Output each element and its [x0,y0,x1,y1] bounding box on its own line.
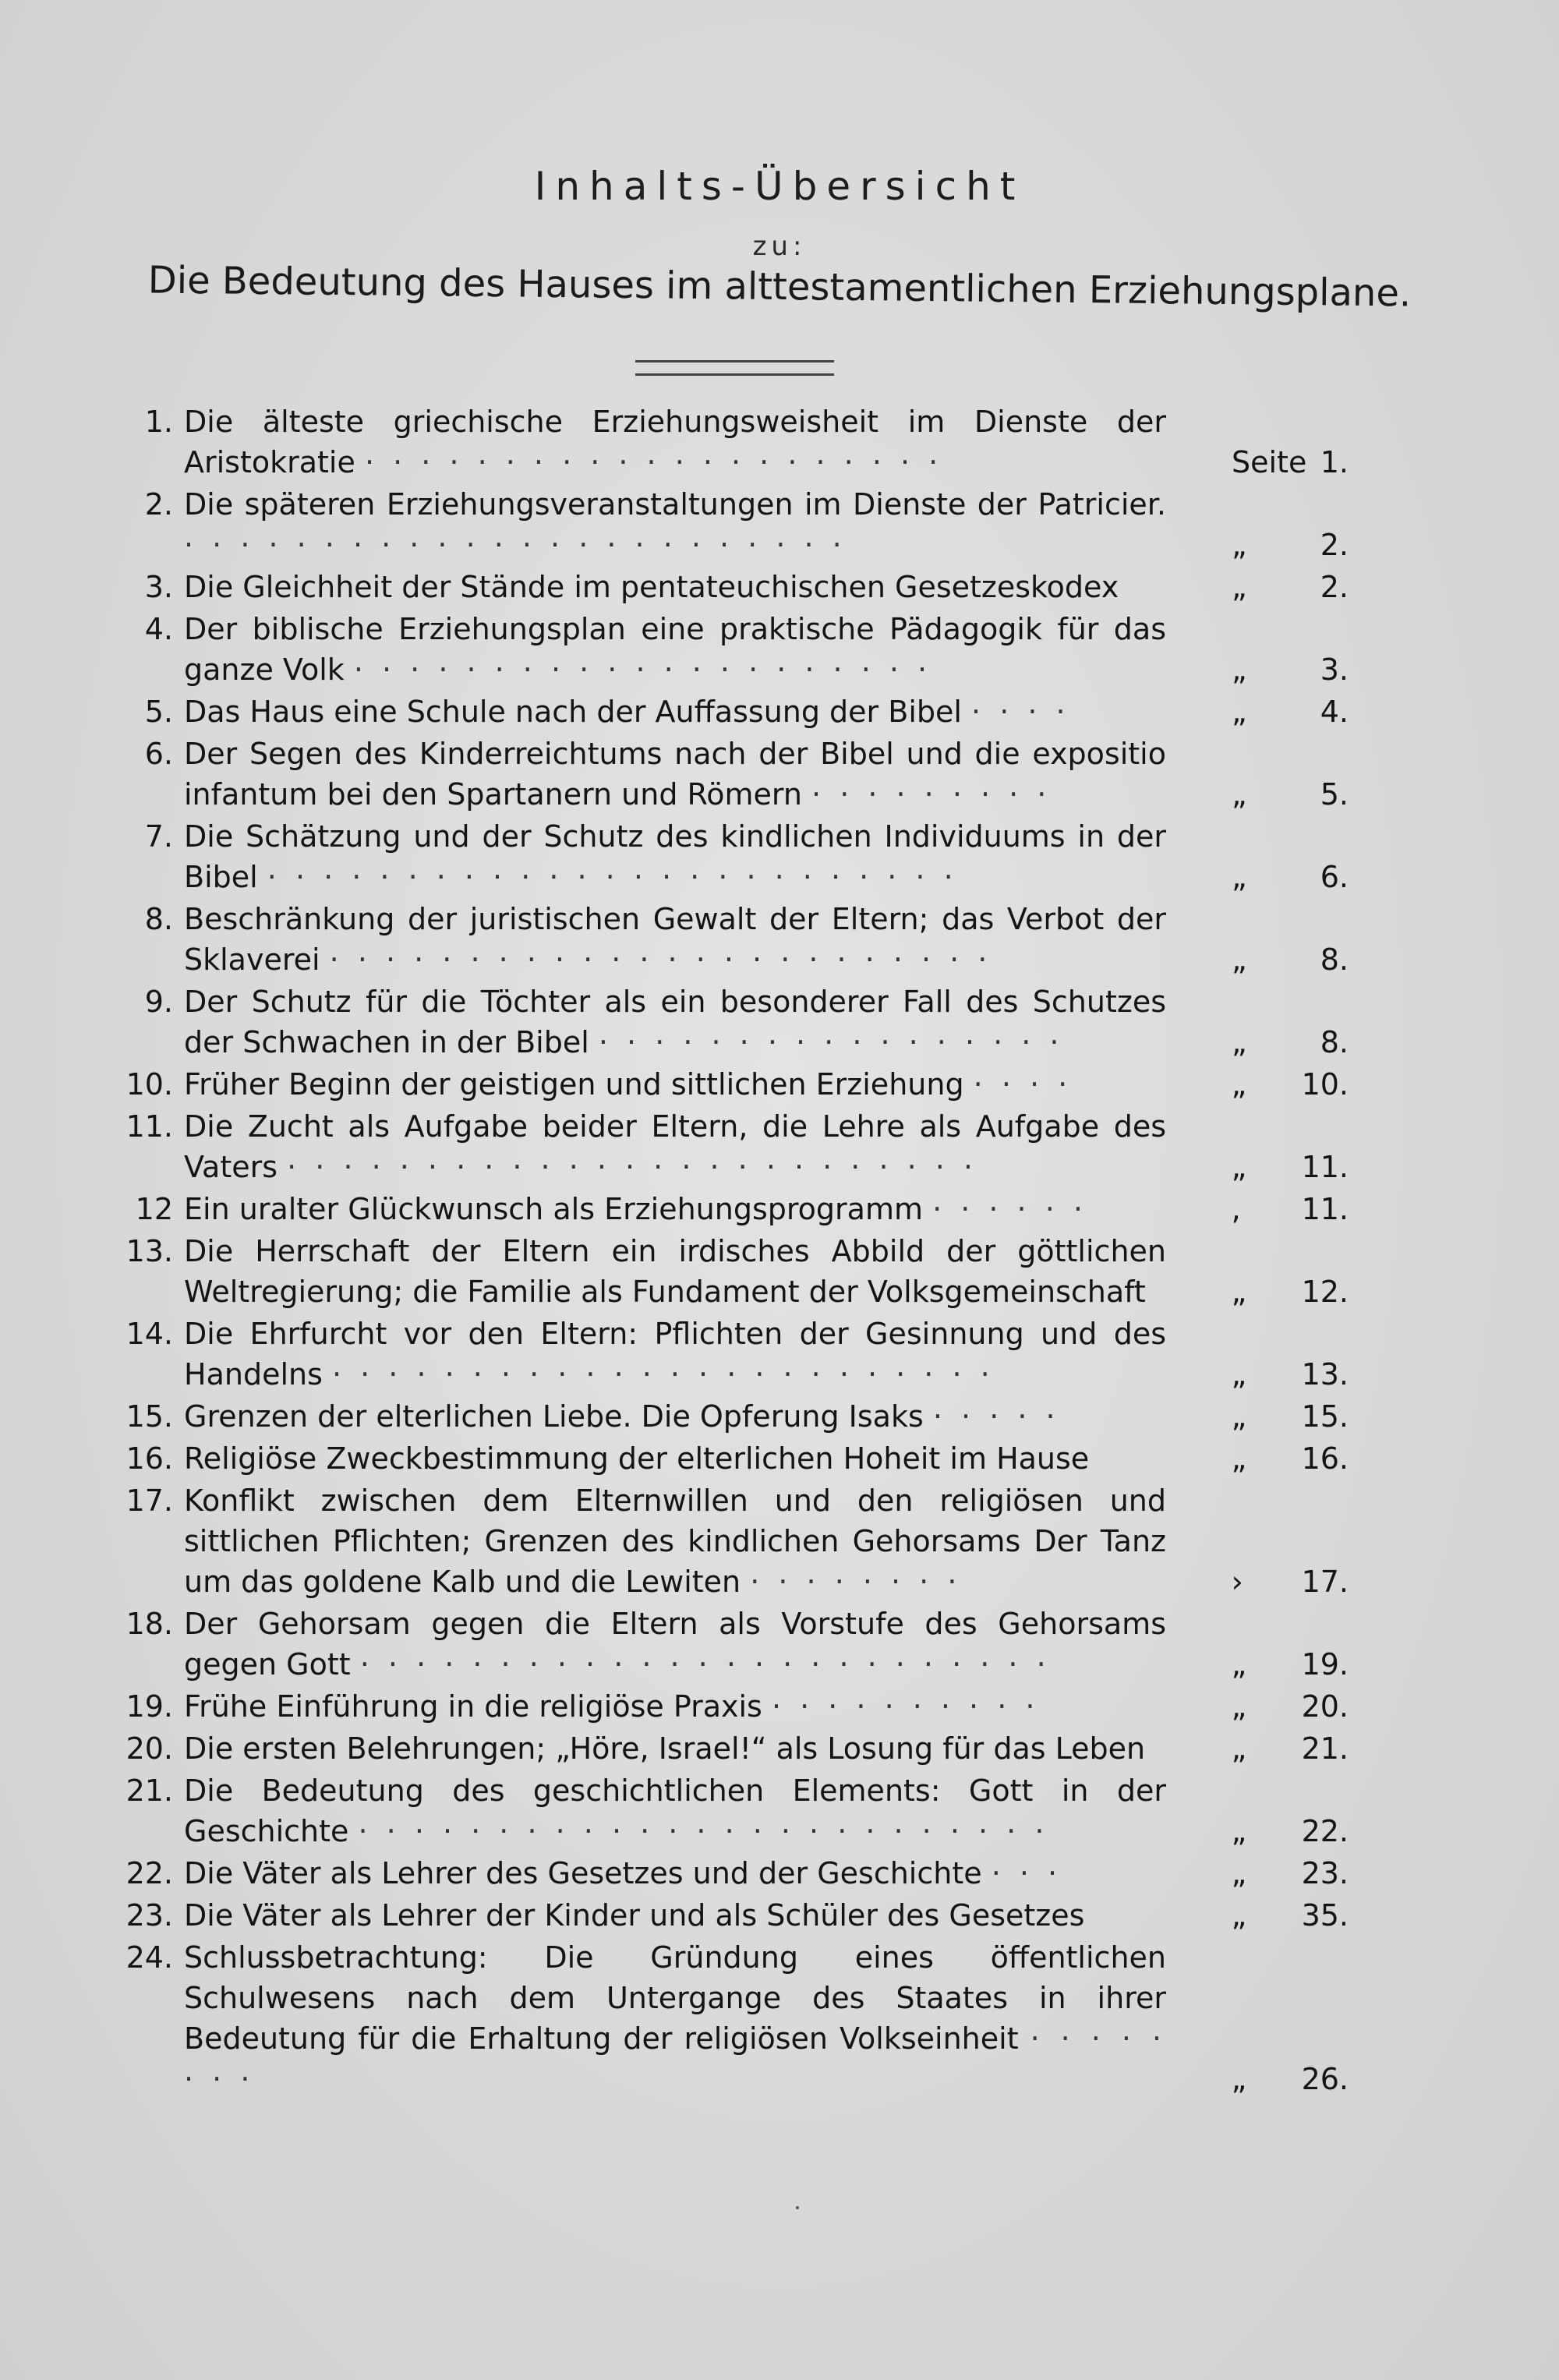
toc-entry-title-block [184,1686,1166,1727]
dot-leader: · · · · · · · · · [811,777,1052,812]
toc-entry [109,567,1372,609]
toc-entry-number: 21. [125,1774,173,1808]
page-ditto-mark: „ [1232,652,1247,687]
toc-page-reference [1166,1895,1372,1936]
dot-leader: · · · · · · · · · · · · · · · · · · · · · [353,652,932,687]
toc-page-reference [1166,1604,1372,1685]
print-speck [796,2206,799,2209]
page-ditto-mark: „ [1232,570,1247,604]
toc-entry [109,1189,1372,1231]
toc-entry [109,1770,1372,1853]
page-ditto-mark: „ [1231,1067,1247,1102]
dot-leader: · · · · · · · · · · · · · · · · · · · · · · · · [329,942,992,977]
page-ditto-mark: „ [1231,1856,1247,1890]
toc-entry [109,1480,1372,1604]
toc-entry-title-block [184,1396,1166,1437]
toc-entry-title: Früher Beginn der geistigen und sittlichen Erziehung [184,1067,964,1102]
toc-page-reference [1166,1189,1372,1229]
toc-entry [109,1937,1372,2101]
toc-entry-title: Die Zucht als Aufgabe beider Eltern, die Lehre als Aufgabe des Vaters [184,1109,1166,1184]
dot-leader: · · · · · · · · · · · · · · · · · · · · · · · · [331,1357,995,1392]
toc-page-reference [1166,1937,1372,2099]
toc-entry [109,401,1372,484]
toc-entry [109,899,1372,981]
toc-entry [109,1728,1372,1770]
page-number: 11. [1301,1192,1349,1226]
toc-entry-title: Die Bedeutung des geschichtlichen Elements: Gott in der Geschichte [184,1774,1166,1848]
toc-entry-title: Der Segen des Kinderreichtums nach der Bibel und die expositio infantum bei den Spartanern und Römern [184,737,1166,812]
toc-page-reference [1166,981,1372,1063]
toc-entry [109,691,1372,734]
page-number: 13. [1301,1357,1349,1392]
page-number: 12. [1301,1275,1349,1309]
toc-entry-number: 7. [144,819,173,854]
page-ditto-mark: Seite [1232,445,1307,479]
toc-entry-number: 2. [144,487,173,522]
page-number: 23. [1301,1856,1349,1890]
page-heading: Inhalts-Übersicht [534,164,1025,209]
page-number: 5. [1320,777,1349,812]
toc-page-reference [1166,1728,1372,1769]
toc-entry-title-block [184,691,1166,732]
dot-leader: · · · · · · · · [750,1565,962,1599]
toc-page-reference [1166,1438,1372,1479]
page-ditto-mark: „ [1231,1731,1247,1766]
toc-entry [109,981,1372,1064]
page-ditto-mark: „ [1231,1357,1247,1392]
toc-entry-number: 9. [144,985,173,1019]
page-ditto-mark: „ [1231,2062,1247,2096]
page-number: 16. [1301,1441,1349,1476]
toc-entry-number: 11. [125,1109,173,1144]
page-ditto-mark: „ [1232,860,1247,894]
toc-entry-title: Beschränkung der juristischen Gewalt der Eltern; das Verbot der Sklaverei [184,902,1166,977]
toc-page-reference [1166,1106,1372,1187]
toc-entry [109,1895,1372,1937]
toc-entry-number: 18. [125,1607,173,1641]
toc-page-reference [1166,1314,1372,1395]
page-ditto-mark: „ [1231,1150,1247,1184]
toc-entry [109,1438,1372,1480]
dot-leader: · · · [991,1856,1062,1890]
toc-entry-title: Konflikt zwischen dem Elternwillen und den religiösen und sittlichen Pflichten; Grenzen des kindlichen Gehorsams Der Tanz um das goldene Kalb und die Lewiten [184,1484,1166,1599]
toc-entry-title: Die ersten Belehrungen; „Höre, Israel!“ als Losung für das Leben [184,1731,1146,1766]
toc-entry [109,1231,1372,1314]
page-number: 10. [1301,1067,1349,1102]
page-number: 8. [1320,1025,1349,1059]
page-number: 2. [1320,528,1349,562]
toc-entry-number: 3. [144,570,173,604]
toc-entry-title-block [184,1895,1166,1936]
page-number: 22. [1301,1814,1349,1848]
toc-entry-title-block [184,1314,1166,1395]
toc-entry-title: Frühe Einführung in die religiöse Praxis [184,1689,762,1724]
toc-entry-title-block [184,1231,1166,1312]
dot-leader: · · · · [971,695,1070,729]
toc-entry-title-block [184,1480,1166,1602]
toc-entry-title: Die Schätzung und der Schutz des kindlichen Individuums in der Bibel [184,819,1166,894]
toc-entry-title-block [184,1604,1166,1685]
toc-entry-title-block [184,1728,1166,1769]
toc-entry-number: 8. [144,902,173,936]
toc-entry-title: Ein uralter Glückwunsch als Erziehungsprogramm [184,1192,923,1226]
toc-page-reference [1166,401,1372,483]
toc-entry-title: Das Haus eine Schule nach der Auffassung der Bibel [184,695,962,729]
toc-page-reference [1166,816,1372,897]
toc-entry-title-block [184,1189,1166,1229]
page-ditto-mark: „ [1231,1814,1247,1848]
table-of-contents [109,401,1372,2101]
page-ditto-mark: „ [1231,1647,1247,1682]
toc-entry-number: 23. [125,1898,173,1933]
toc-page-reference [1166,1480,1372,1602]
toc-page-reference [1166,567,1372,607]
page-number: 1. [1320,445,1349,479]
toc-page-reference [1166,484,1372,565]
toc-entry-title-block [184,1937,1166,2099]
toc-entry-title-block [184,484,1166,565]
toc-entry-title: Religiöse Zweckbestimmung der elterlichen Hoheit im Hause [184,1441,1090,1476]
toc-entry [109,484,1372,567]
page-ditto-mark: „ [1232,777,1247,812]
page-number: 8. [1320,942,1349,977]
book-title: Die Bedeutung des Hauses im alttestamentlichen Erziehungsplane. [147,258,1412,316]
toc-entry [109,1604,1372,1686]
page-ditto-mark: „ [1231,1898,1247,1933]
page-number: 17. [1301,1565,1349,1599]
toc-entry-title-block [184,609,1166,690]
toc-entry [109,1064,1372,1106]
toc-entry [109,734,1372,816]
page-ditto-mark: „ [1231,1399,1247,1434]
toc-entry-number: 16. [125,1441,173,1476]
toc-entry-title-block [184,1770,1166,1851]
toc-entry-title-block [184,981,1166,1063]
toc-entry-title-block [184,899,1166,980]
heading-connector: zu: [752,231,807,262]
toc-entry-title-block [184,1106,1166,1187]
toc-entry-title: Die Väter als Lehrer der Kinder und als Schüler des Gesetzes [184,1898,1085,1933]
double-rule-divider [635,360,834,376]
toc-page-reference [1166,691,1372,732]
toc-entry-number: 14. [125,1317,173,1351]
toc-entry-number: 20. [125,1731,173,1766]
toc-entry-title: Die Gleichheit der Stände im pentateuchischen Gesetzeskodex [184,570,1119,604]
toc-entry-title: Die Herrschaft der Eltern ein irdisches Abbild der göttlichen Weltregierung; die Familie als Fundament der Volksgemeinschaft [184,1234,1166,1309]
toc-entry-title-block [184,734,1166,815]
page-ditto-mark: „ [1232,942,1247,977]
page-number: 6. [1320,860,1349,894]
dot-leader: · · · · · · · · · · · · · · · · · · · · · [364,445,943,479]
toc-page-reference [1166,609,1372,690]
dot-leader: · · · · · · · · · · [771,1689,1040,1724]
page-ditto-mark: , [1231,1192,1241,1226]
toc-entry-title-block [184,1853,1166,1894]
toc-entry [109,1106,1372,1189]
dot-leader: · · · · · · [932,1192,1087,1226]
page-ditto-mark: „ [1232,528,1247,562]
toc-entry-title-block [184,1064,1166,1105]
toc-entry-number: 15. [125,1399,173,1434]
page-number: 3. [1320,652,1349,687]
toc-entry-number: 1. [144,405,173,439]
toc-entry-number: 17. [125,1484,173,1518]
page-number: 2. [1320,570,1349,604]
page-number: 20. [1301,1689,1349,1724]
toc-page-reference [1166,734,1372,815]
toc-page-reference [1166,1853,1372,1894]
toc-entry-title-block [184,401,1166,483]
toc-page-reference [1166,1770,1372,1851]
toc-page-reference [1166,1396,1372,1437]
toc-entry-title: Die Väter als Lehrer des Gesetzes und der Geschichte [184,1856,982,1890]
toc-entry [109,609,1372,691]
toc-page-reference [1166,1686,1372,1727]
toc-entry-number: 6. [144,737,173,771]
toc-entry-title-block [184,1438,1166,1479]
page-number: 19. [1301,1647,1349,1682]
dot-leader: · · · · · [932,1399,1060,1434]
toc-entry-number: 4. [144,612,173,646]
toc-entry-number: 5. [144,695,173,729]
page-number: 15. [1301,1399,1349,1434]
dot-leader: · · · · [973,1067,1073,1102]
toc-entry-number: 12 [135,1192,173,1226]
toc-entry [109,816,1372,899]
toc-entry-title: Der Schutz für die Töchter als ein besonderer Fall des Schutzes der Schwachen in der Bibel [184,985,1166,1059]
dot-leader: · · · · · · · · [184,2021,1166,2096]
page-ditto-mark: „ [1231,1441,1247,1476]
toc-entry-title: Die älteste griechische Erziehungsweisheit im Dienste der Aristokratie [184,405,1166,479]
dot-leader: · · · · · · · · · · · · · · · · · · · · · · · · · [287,1150,978,1184]
dot-leader: · · · · · · · · · · · · · · · · · · · · · · · · · [358,1814,1049,1848]
toc-entry-number: 10. [125,1067,173,1102]
page-number: 35. [1301,1898,1349,1933]
toc-entry-title: Der biblische Erziehungsplan eine praktische Pädagogik für das ganze Volk [184,612,1166,687]
page-ditto-mark: „ [1231,1275,1247,1309]
dot-leader: · · · · · · · · · · · · · · · · · [598,1025,1064,1059]
page-number: 11. [1301,1150,1349,1184]
toc-entry-title: Grenzen der elterlichen Liebe. Die Opferung Isaks [184,1399,924,1434]
toc-entry-number: 22. [125,1856,173,1890]
toc-entry-title-block [184,567,1166,607]
toc-entry-number: 19. [125,1689,173,1724]
page-number: 26. [1301,2062,1349,2096]
toc-entry-title: Schlussbetrachtung: Die Gründung eines öffentlichen Schulwesens nach dem Untergange des Staates in ihrer Bedeutung für die Erhaltung der religiösen Volkseinheit [184,1940,1166,2056]
toc-entry-title: Der Gehorsam gegen die Eltern als Vorstufe des Gehorsams gegen Gott [184,1607,1166,1682]
page-ditto-mark: „ [1232,695,1247,729]
toc-entry [109,1853,1372,1895]
page-number: 4. [1320,695,1349,729]
dot-leader: · · · · · · · · · · · · · · · · · · · · · · · · · [267,860,958,894]
toc-entry-title: Die späteren Erziehungsveranstaltungen im Dienste der Patricier. [184,487,1166,522]
toc-entry [109,1686,1372,1728]
toc-entry [109,1396,1372,1438]
dot-leader: · · · · · · · · · · · · · · · · · · · · · · · · [184,528,847,562]
toc-page-reference [1166,1064,1372,1105]
page-number: 21. [1301,1731,1349,1766]
page-ditto-mark: „ [1231,1689,1247,1724]
toc-page-reference [1166,1231,1372,1312]
toc-entry-number: 13. [125,1234,173,1268]
toc-entry-number: 24. [125,1940,173,1975]
toc-entry-title: Die Ehrfurcht vor den Eltern: Pflichten der Gesinnung und des Handelns [184,1317,1166,1392]
toc-entry-title-block [184,816,1166,897]
page-ditto-mark: › [1231,1565,1243,1599]
dot-leader: · · · · · · · · · · · · · · · · · · · · · · · · · [359,1647,1051,1682]
toc-page-reference [1166,899,1372,980]
toc-entry [109,1314,1372,1396]
page-ditto-mark: „ [1232,1025,1247,1059]
